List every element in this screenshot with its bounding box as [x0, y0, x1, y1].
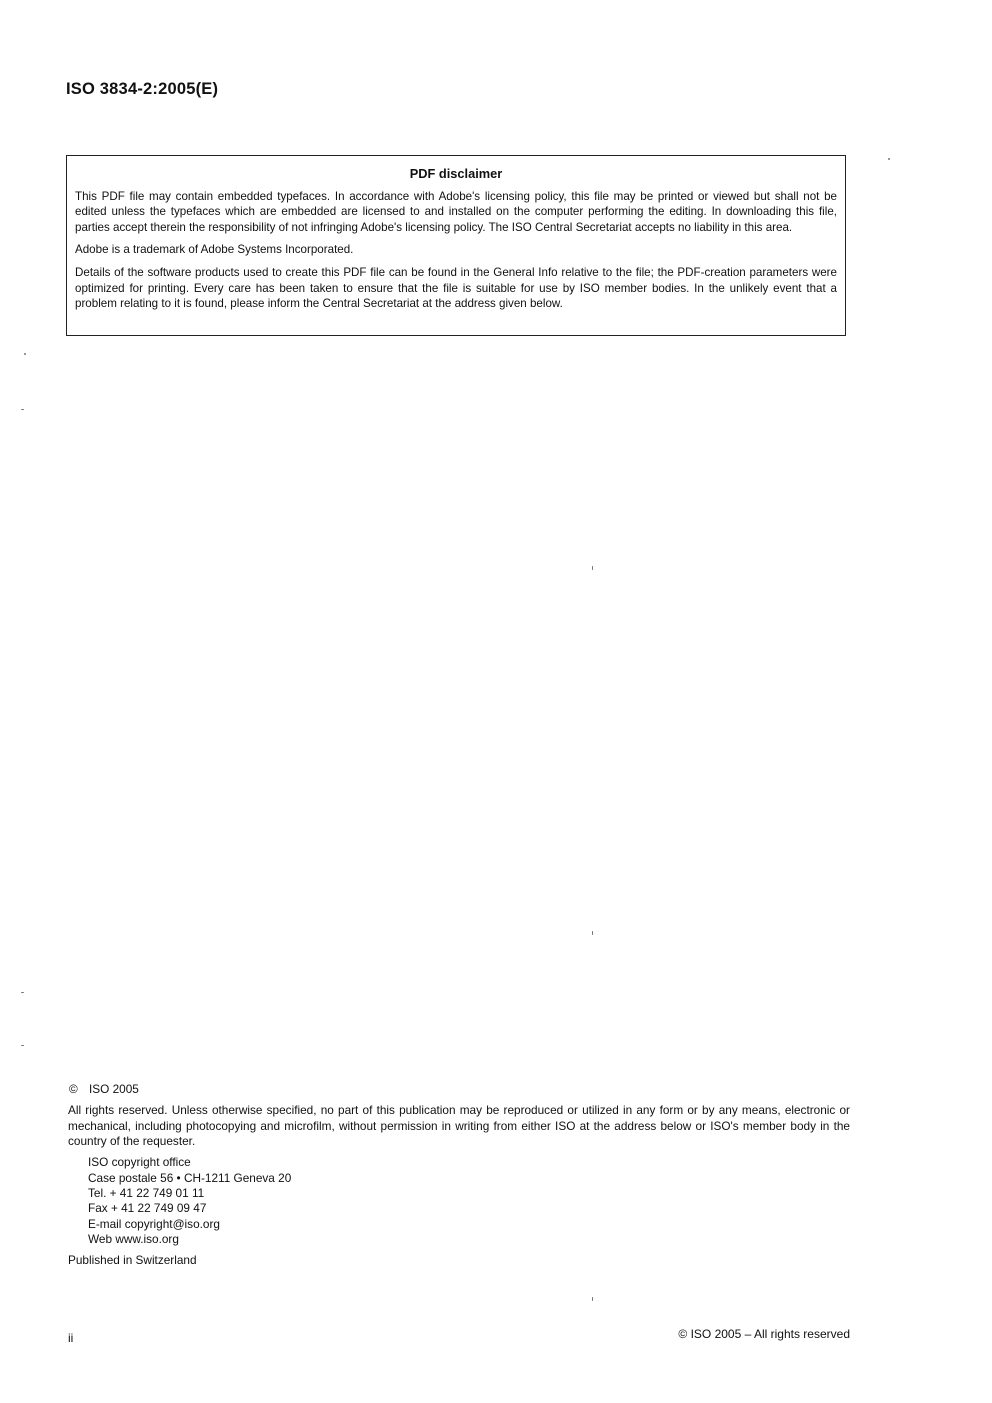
disclaimer-paragraph-trademark: Adobe is a trademark of Adobe Systems Incorporated. — [75, 243, 354, 257]
pdf-disclaimer-box — [66, 155, 846, 336]
scan-speck — [592, 931, 593, 935]
scan-speck — [21, 409, 24, 410]
website: Web www.iso.org — [88, 1232, 179, 1247]
disclaimer-paragraph-typefaces: This PDF file may contain embedded typefaces. In accordance with Adobe's licensing policy, this file may be printed or viewed but shall not be edited unless the typefaces which are embedded are licensed to and installed on the computer performing the editing. In downloading this file, parties accept therein the responsibility of not infringing Adobe's licensing policy. The ISO Central Secretariat accepts no liability in this area. — [75, 189, 837, 234]
published-in: Published in Switzerland — [68, 1252, 197, 1267]
document-id: ISO 3834-2:2005(E) — [66, 80, 219, 98]
copyright-block — [68, 1082, 850, 1268]
scan-speck — [592, 566, 593, 570]
scan-speck — [592, 1297, 593, 1301]
email-address: E-mail copyright@iso.org — [88, 1216, 220, 1231]
disclaimer-paragraph-details: Details of the software products used to create this PDF file can be found in the General Info relative to the file; the PDF-creation parameters were optimized for printing. Every care has been taken to ensure that the file is suitable for use by ISO member bodies. In the unlikely event that a problem relating to it is found, please inform the Central Secretariat at the address given below. — [75, 265, 837, 311]
scan-speck — [21, 1045, 24, 1046]
office-name: ISO copyright office — [88, 1155, 191, 1170]
page-number: ii — [68, 1331, 74, 1345]
postal-address: Case postale 56 • CH-1211 Geneva 20 — [88, 1170, 292, 1185]
copyright-notice — [68, 1082, 850, 1098]
disclaimer-title: PDF disclaimer — [409, 166, 503, 181]
scan-speck — [21, 992, 24, 993]
footer-rights: © ISO 2005 – All rights reserved — [678, 1327, 850, 1341]
copyright-office-address — [88, 1155, 850, 1247]
copyright-symbol: © — [69, 1082, 78, 1096]
telephone: Tel. + 41 22 749 01 11 — [88, 1186, 205, 1200]
scan-speck — [24, 353, 26, 355]
rights-statement: All rights reserved. Unless otherwise specified, no part of this publication may be reproduced or utilized in any form or by any means, electronic or mechanical, including photocopying and microfilm, without permission in writing from either ISO at the address below or ISO's member body in the country of the requester. — [68, 1102, 850, 1149]
fax: Fax + 41 22 749 09 47 — [88, 1201, 207, 1216]
scan-speck — [888, 158, 890, 160]
copyright-year: ISO 2005 — [88, 1082, 139, 1096]
